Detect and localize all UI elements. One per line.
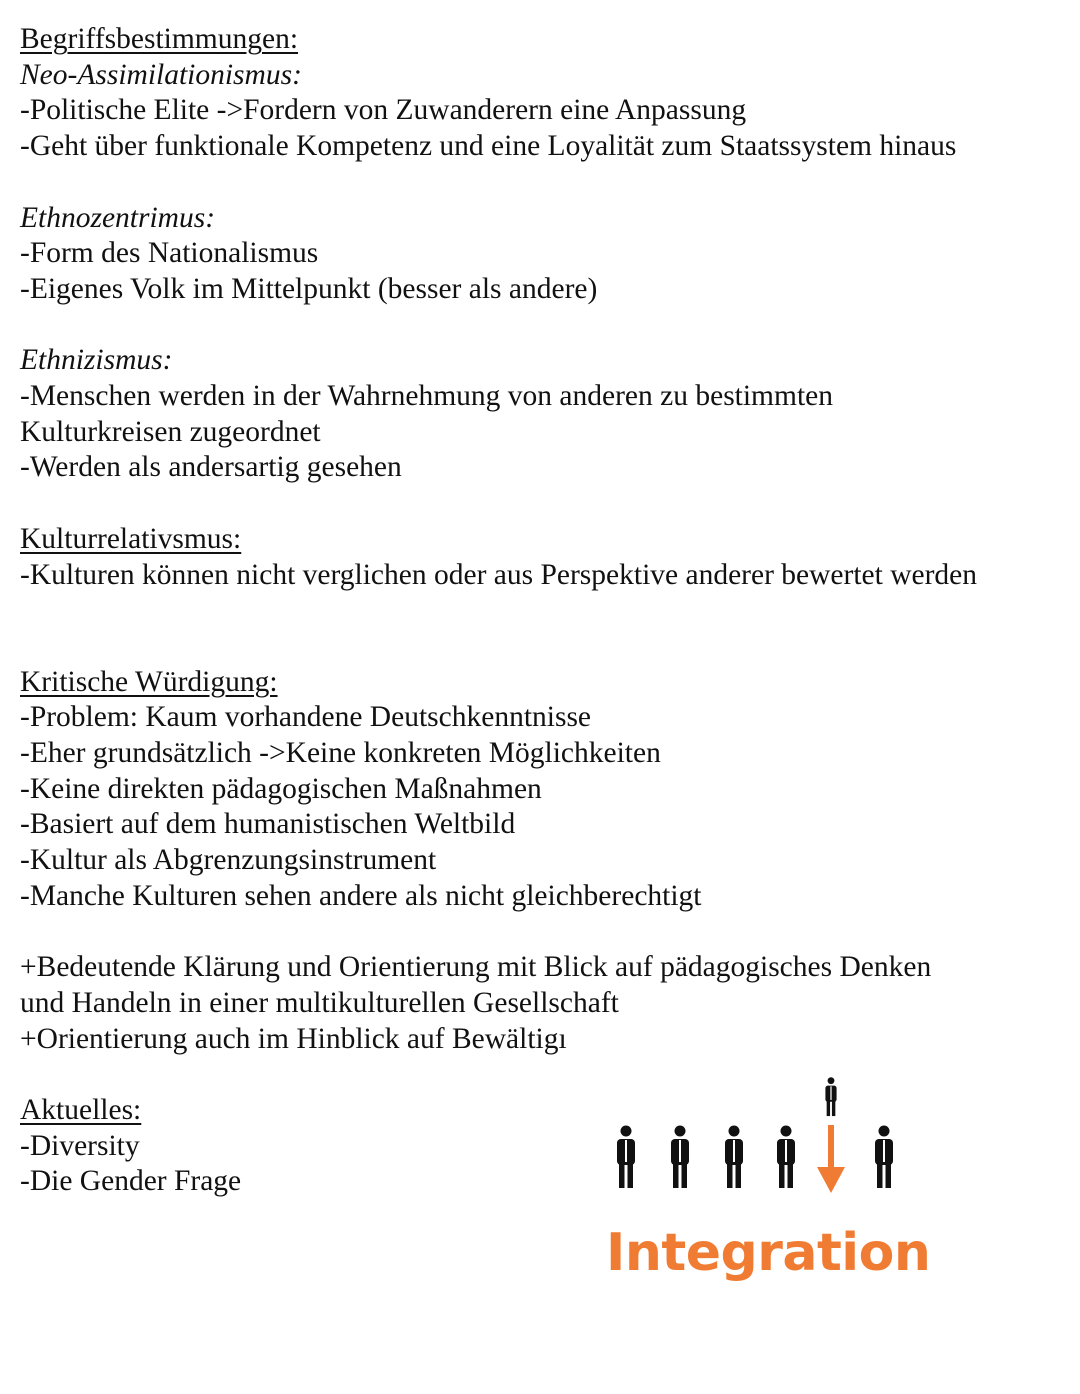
document-page <box>20 22 1060 1200</box>
person-figure-4 <box>777 1126 795 1189</box>
text-line: -Form des Nationalismus <box>20 237 319 270</box>
term-ethnizismus: Ethnizismus: <box>20 344 173 377</box>
text-line: -Problem: Kaum vorhandene Deutschkenntnisse <box>20 701 592 734</box>
heading-kulturrelativismus: Kulturrelativsmus: <box>20 522 242 555</box>
text-line: +Orientierung auch im Hinblick auf Bewältigı <box>20 1022 567 1055</box>
text-line: -Werden als andersartig gesehen <box>20 451 402 484</box>
text-line: und Handeln in einer multikulturellen Gesellschaft <box>20 986 619 1019</box>
heading-begriffsbestimmungen: Begriffsbestimmungen: <box>20 23 299 55</box>
heading-aktuelles: Aktuelles: <box>20 1094 142 1126</box>
person-figure-1 <box>617 1126 635 1189</box>
person-figure-5 <box>875 1126 893 1189</box>
term-ethnozentrismus: Ethnozentrimus: <box>20 201 216 234</box>
text-line: Kulturkreisen zugeordnet <box>20 415 321 448</box>
integration-logo-word: Integration <box>606 1223 931 1283</box>
text-line: -Eigenes Volk im Mittelpunkt (besser als andere) <box>20 272 598 305</box>
integration-logo <box>600 1075 931 1290</box>
arrow-down-icon <box>817 1125 845 1193</box>
text-line: -Die Gender Frage <box>20 1165 242 1198</box>
person-figure-3 <box>725 1126 743 1189</box>
text-line: -Geht über funktionale Kompetenz und eine Loyalität zum Staatssystem hinaus <box>20 130 957 163</box>
person-figure-2 <box>671 1126 689 1189</box>
text-line: -Menschen werden in der Wahrnehmung von anderen zu bestimmten <box>20 380 833 412</box>
text-line: -Basiert auf dem humanistischen Weltbild <box>20 808 516 841</box>
people-row-with-arrow-icon <box>600 1075 910 1225</box>
text-line: -Kulturen können nicht verglichen oder aus Perspektive anderer bewertet werden <box>20 558 978 591</box>
heading-kritische-wuerdigung: Kritische Würdigung: <box>20 665 278 698</box>
text-line: -Keine direkten pädagogischen Maßnahmen <box>20 772 542 805</box>
text-line: -Eher grundsätzlich ->Keine konkreten Möglichkeiten <box>20 737 661 769</box>
term-neo-assimilationismus: Neo-Assimilationismus: <box>20 58 302 91</box>
text-line: -Manche Kulturen sehen andere als nicht gleichberechtigt <box>20 879 702 912</box>
text-line: -Kultur als Abgrenzungsinstrument <box>20 844 437 877</box>
small-person-figure <box>825 1077 836 1116</box>
text-line: -Diversity <box>20 1129 140 1162</box>
text-line: +Bedeutende Klärung und Orientierung mit Blick auf pädagogisches Denken <box>20 951 932 984</box>
text-line: -Politische Elite ->Fordern von Zuwanderern eine Anpassung <box>20 94 747 127</box>
